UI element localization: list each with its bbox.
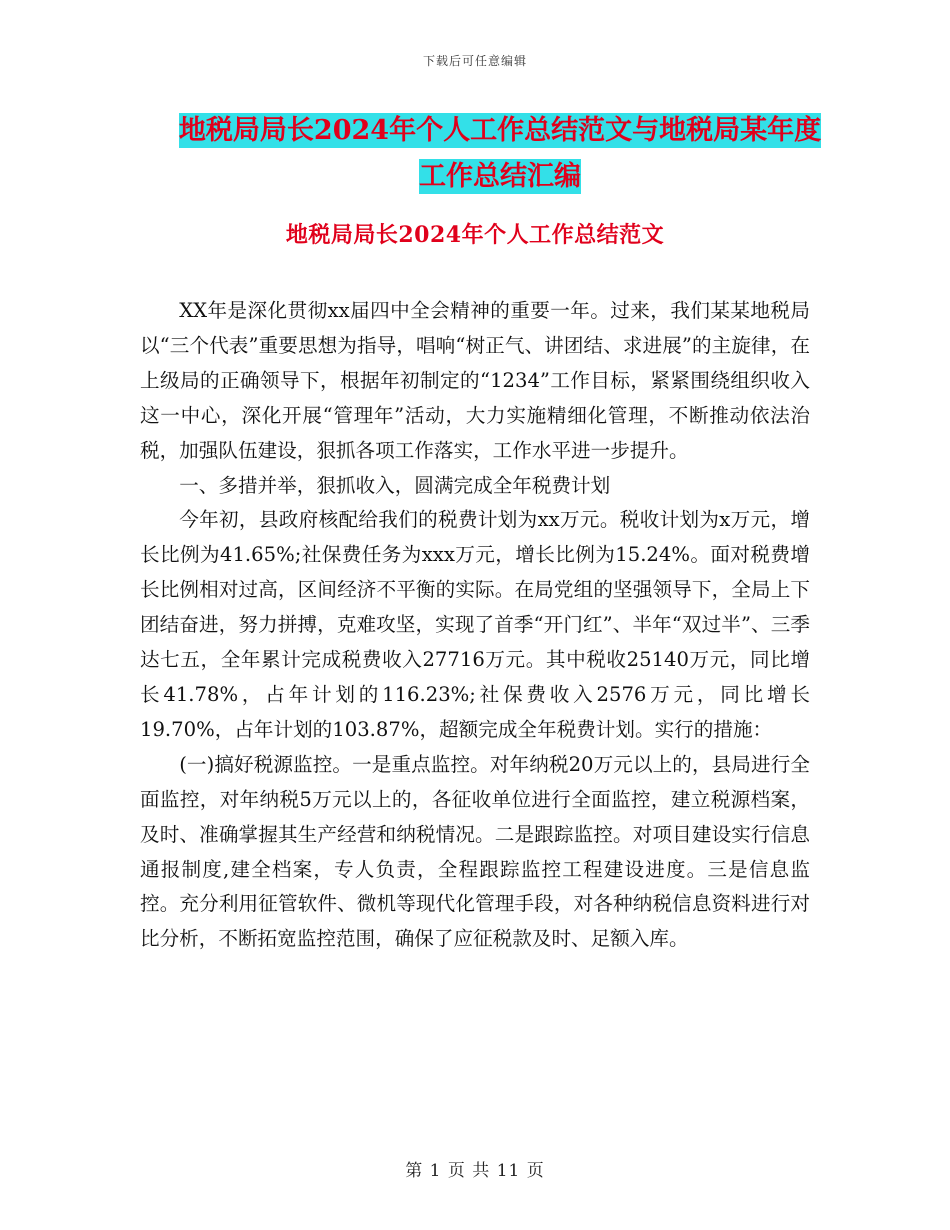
document-title-line-1: 地税局局长2024年个人工作总结范文与地税局某年度: [178, 115, 822, 146]
document-body: [140, 294, 810, 957]
body-paragraph-3: (一)搞好税源监控。一是重点监控。对年纳税20万元以上的，县局进行全面监控，对年纳税5万元以上的，各征收单位进行全面监控，建立税源档案，及时、准确掌握其生产经营和纳税情况。二是跟踪监控。对项目建设实行信息通报制度,建全档案，专人负责，全程跟踪监控工程建设进度。三是信息监控。充分利用征管软件、微机等现代化管理手段，对各种纳税信息资料进行对比分析，不断拓宽监控范围，确保了应征税款及时、足额入库。: [140, 752, 810, 951]
page-header-note: 下载后可任意编辑: [422, 54, 527, 68]
section-heading: 地税局局长2024年个人工作总结范文: [285, 222, 665, 248]
document-title: [140, 108, 860, 200]
page-number: 第 1 页 共 11 页: [405, 1161, 545, 1181]
body-heading-1: 一、多措并举，狠抓收入，圆满完成全年税费计划: [179, 473, 611, 497]
document-title-line-2: 工作总结汇编: [419, 161, 581, 192]
body-paragraph-2: 今年初，县政府核配给我们的税费计划为xx万元。税收计划为x万元，增长比例为41.65%;社保费任务为xxx万元，增长比例为15.24%。面对税费增长比例相对过高，区间经济不平衡的实际。在局党组的坚强领导下，全局上下团结奋进，努力拼搏，克难攻坚，实现了首季“开门红”、半年“双过半”、三季达七五，全年累计完成税费收入27716万元。其中税收25140万元，同比增长41.78%，占年计划的116.23%;社保费收入2576万元，同比增长19.70%，占年计划的103.87%，超额完成全年税费计划。实行的措施：: [140, 508, 810, 741]
body-paragraph-1: XX年是深化贯彻xx届四中全会精神的重要一年。过来，我们某某地税局以“三个代表”重要思想为指导，唱响“树正气、讲团结、求进展”的主旋律，在上级局的正确领导下，根据年初制定的“1234”工作目标，紧紧围绕组织收入这一中心，深化开展“管理年”活动，大力实施精细化管理，不断推动依法治税，加强队伍建设，狠抓各项工作落实，工作水平进一步提升。: [140, 299, 810, 462]
